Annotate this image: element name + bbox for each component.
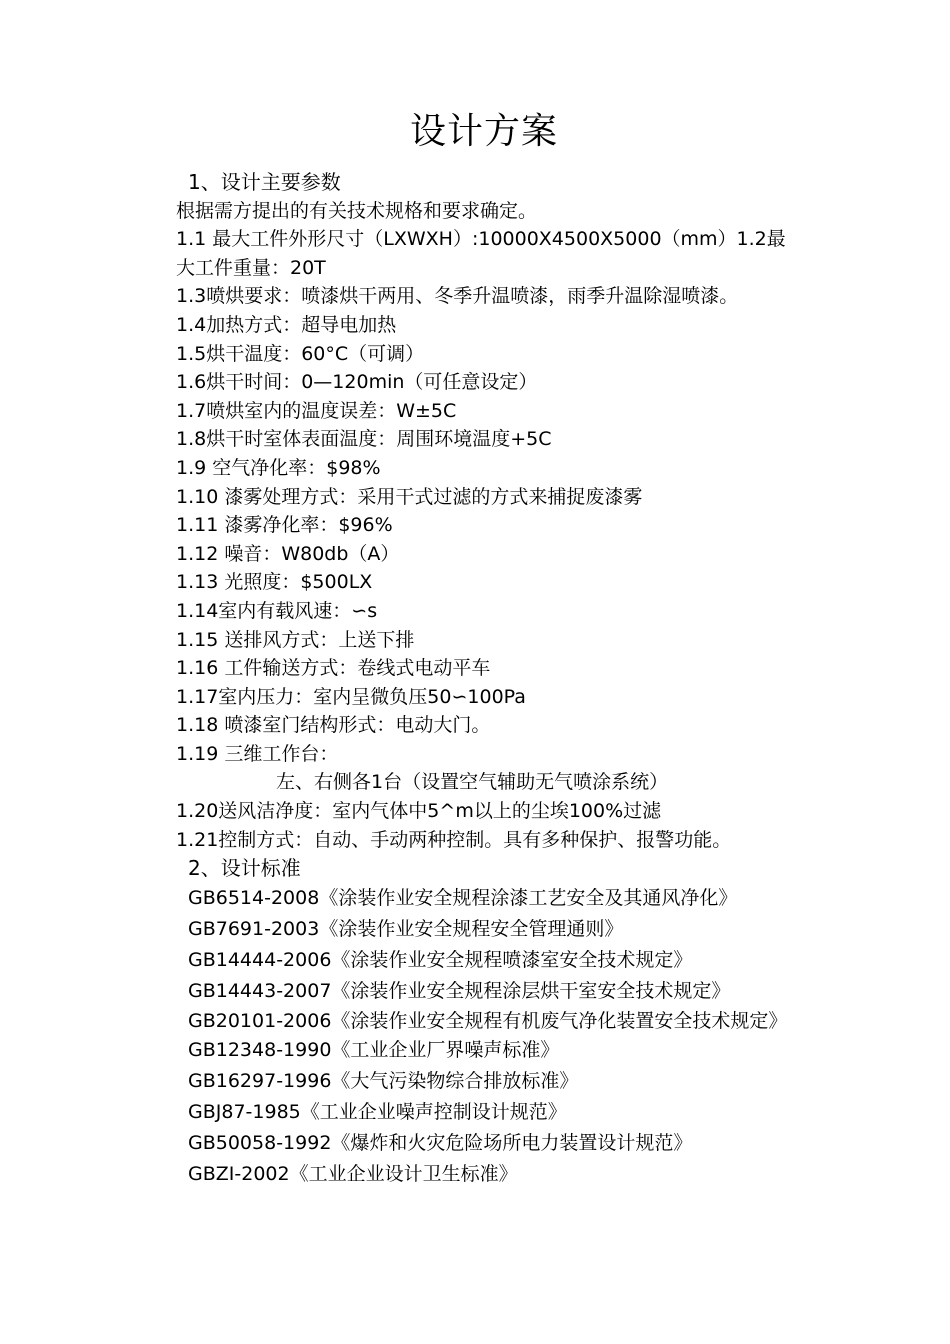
param-item: 1.1 最大工件外形尺寸（LXWXH）:10000X4500X5000（mm）1.2最 xyxy=(176,228,786,251)
section-heading-parameters: 1、设计主要参数 xyxy=(188,170,341,194)
param-item: 1.19 三维工作台： xyxy=(176,742,339,765)
param-item: 大工件重量：20T xyxy=(176,256,326,279)
standard-item: GB14444-2006《涂装作业安全规程喷漆室安全技术规定》 xyxy=(188,948,693,971)
param-item: 1.5烘干温度：60°C（可调） xyxy=(176,342,425,365)
param-item: 1.18 喷漆室门结构形式：电动大门。 xyxy=(176,714,491,737)
param-item: 1.9 空气净化率：$98% xyxy=(176,456,381,479)
param-item: 1.11 漆雾净化率：$96% xyxy=(176,514,393,537)
param-item: 1.20送风洁净度：室内气体中5^m以上的尘埃100%过滤 xyxy=(176,800,662,823)
page-title: 设计方案 xyxy=(409,111,558,152)
intro-text: 根据需方提出的有关技术规格和要求确定。 xyxy=(176,199,538,222)
param-item: 1.10 漆雾处理方式：采用干式过滤的方式来捕捉废漆雾 xyxy=(176,485,643,508)
standard-item: GBZI-2002《工业企业设计卫生标准》 xyxy=(188,1162,518,1185)
param-item: 1.3喷烘要求：喷漆烘干两用、冬季升温喷漆，雨季升温除湿喷漆。 xyxy=(176,285,739,308)
param-sub-item: 左、右侧各1台（设置空气辅助无气喷涂系统） xyxy=(276,771,669,794)
standard-item: GB20101-2006《涂装作业安全规程有机废气净化装置安全技术规定》 xyxy=(188,1009,788,1032)
param-item: 1.17室内压力：室内呈微负压50∽100Pa xyxy=(176,685,526,708)
param-item: 1.13 光照度：$500LX xyxy=(176,571,373,594)
section-heading-standards: 2、设计标准 xyxy=(188,856,301,881)
standard-item: GB50058-1992《爆炸和火灾危险场所电力装置设计规范》 xyxy=(188,1131,693,1154)
param-item: 1.12 噪音：W80db（A） xyxy=(176,542,400,565)
param-item: 1.14室内有载风速：∽s xyxy=(176,599,378,622)
standard-item: GB14443-2007《涂装作业安全规程涂层烘干室安全技术规定》 xyxy=(188,979,731,1002)
standard-item: GB16297-1996《大气污染物综合排放标准》 xyxy=(188,1069,579,1092)
standard-item: GB12348-1990《工业企业厂界噪声标准》 xyxy=(188,1038,560,1061)
param-item: 1.7喷烘室内的温度误差：W±5C xyxy=(176,399,457,422)
standard-item: GB7691-2003《涂装作业安全规程安全管理通则》 xyxy=(188,917,624,940)
param-item: 1.6烘干时间：0—120min（可任意设定） xyxy=(176,371,538,394)
param-item: 1.8烘干时室体表面温度：周围环境温度+5C xyxy=(176,428,552,451)
param-item: 1.15 送排风方式：上送下排 xyxy=(176,628,415,651)
standard-item: GBJ87-1985《工业企业噪声控制设计规范》 xyxy=(188,1100,567,1123)
standard-item: GB6514-2008《涂装作业安全规程涂漆工艺安全及其通风净化》 xyxy=(188,886,738,909)
param-item: 1.4加热方式：超导电加热 xyxy=(176,313,397,336)
param-item: 1.16 工件输送方式：卷线式电动平车 xyxy=(176,657,491,680)
document-body xyxy=(176,168,856,1190)
param-item: 1.21控制方式：自动、手动两种控制。具有多种保护、报警功能。 xyxy=(176,828,732,851)
